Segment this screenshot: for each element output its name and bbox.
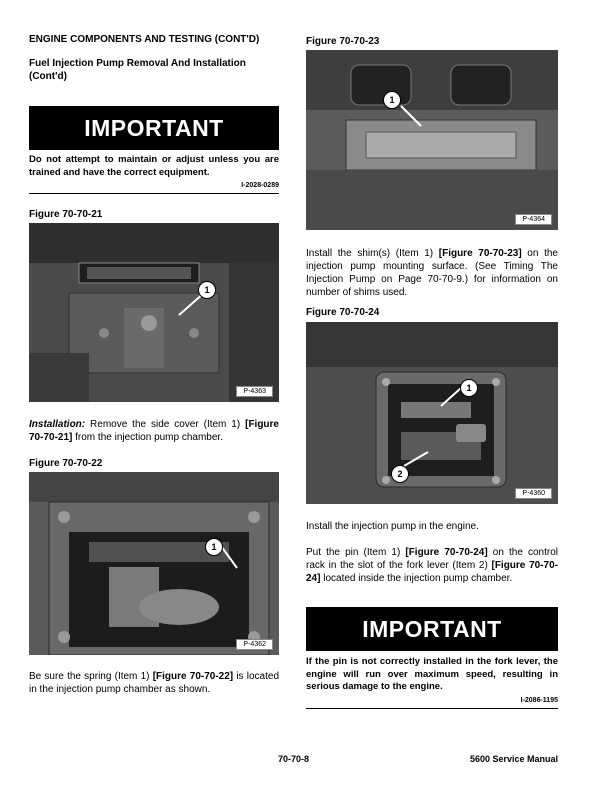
- figure-70-70-24-photo: [306, 322, 558, 504]
- text: located inside the injection pump chamber.: [320, 573, 513, 584]
- photo-tag: P-4362: [236, 639, 273, 650]
- spring-paragraph: [29, 670, 279, 696]
- text: on the injection pump mounting surface. (See Timing The Injection Pump on Page 70-70-9.) for information on number of shims used.: [306, 248, 558, 298]
- installation-paragraph: [29, 418, 279, 444]
- photo-tag: P-4363: [236, 386, 273, 397]
- figure-ref: [Figure 70-70-24]: [306, 560, 558, 584]
- figure-label: Figure 70-70-21: [29, 209, 103, 220]
- install-pump-paragraph: Install the injection pump in the engine.: [306, 521, 479, 532]
- important-ref-code: I-2086-1195: [520, 697, 558, 704]
- text: Be sure the spring (Item 1): [29, 671, 153, 682]
- figure-70-70-23-photo: [306, 50, 558, 230]
- figure-label: Figure 70-70-22: [29, 458, 103, 469]
- text: Install the shim(s) (Item 1): [306, 248, 439, 259]
- manual-title: 5600 Service Manual: [469, 754, 558, 764]
- divider: [29, 193, 279, 194]
- callout-2: 2: [391, 465, 409, 483]
- shims-paragraph: [306, 247, 558, 299]
- installation-lead: Installation:: [29, 419, 86, 430]
- figure-ref: [Figure 70-70-22]: [152, 671, 234, 682]
- important-warning-text: If the pin is not correctly installed in the fork lever, the engine will run over maximum speed, resulting in serious damage to the engine.: [306, 656, 558, 692]
- important-banner: IMPORTANT: [29, 106, 279, 150]
- figure-ref: [Figure 70-70-21]: [29, 419, 279, 443]
- pin-paragraph: [306, 546, 558, 585]
- figure-70-70-21-photo: [29, 223, 279, 402]
- important-ref-code: I-2028-0289: [241, 182, 279, 189]
- figure-label: Figure 70-70-24: [306, 307, 380, 318]
- callout-1: 1: [383, 91, 401, 109]
- callout-1: 1: [198, 281, 216, 299]
- photo-tag: P-4364: [515, 214, 552, 225]
- text: Put the pin (Item 1): [306, 547, 406, 558]
- figure-label: Figure 70-70-23: [306, 36, 380, 47]
- text: on the control rack in the slot of the fork lever (Item 2): [306, 547, 558, 571]
- important-banner: IMPORTANT: [306, 607, 558, 651]
- page-number: 70-70-8: [278, 754, 310, 764]
- text: Remove the side cover (Item 1): [85, 419, 246, 430]
- figure-70-70-22-photo: [29, 472, 279, 655]
- section-heading: ENGINE COMPONENTS AND TESTING (CONT'D): [29, 34, 260, 45]
- photo-tag: P-4360: [515, 488, 552, 499]
- figure-ref: [Figure 70-70-23]: [438, 248, 522, 259]
- text: from the injection pump chamber.: [72, 432, 223, 443]
- important-warning-text: Do not attempt to maintain or adjust unless you are trained and have the correct equipment.: [29, 154, 279, 178]
- callout-1: 1: [460, 379, 478, 397]
- callout-1: 1: [205, 538, 223, 556]
- figure-ref: [Figure 70-70-24]: [405, 547, 488, 558]
- text: is located in the injection pump chamber as shown.: [29, 671, 280, 695]
- divider: [306, 708, 558, 709]
- subheading: Fuel Injection Pump Removal And Installation (Cont'd): [29, 58, 246, 82]
